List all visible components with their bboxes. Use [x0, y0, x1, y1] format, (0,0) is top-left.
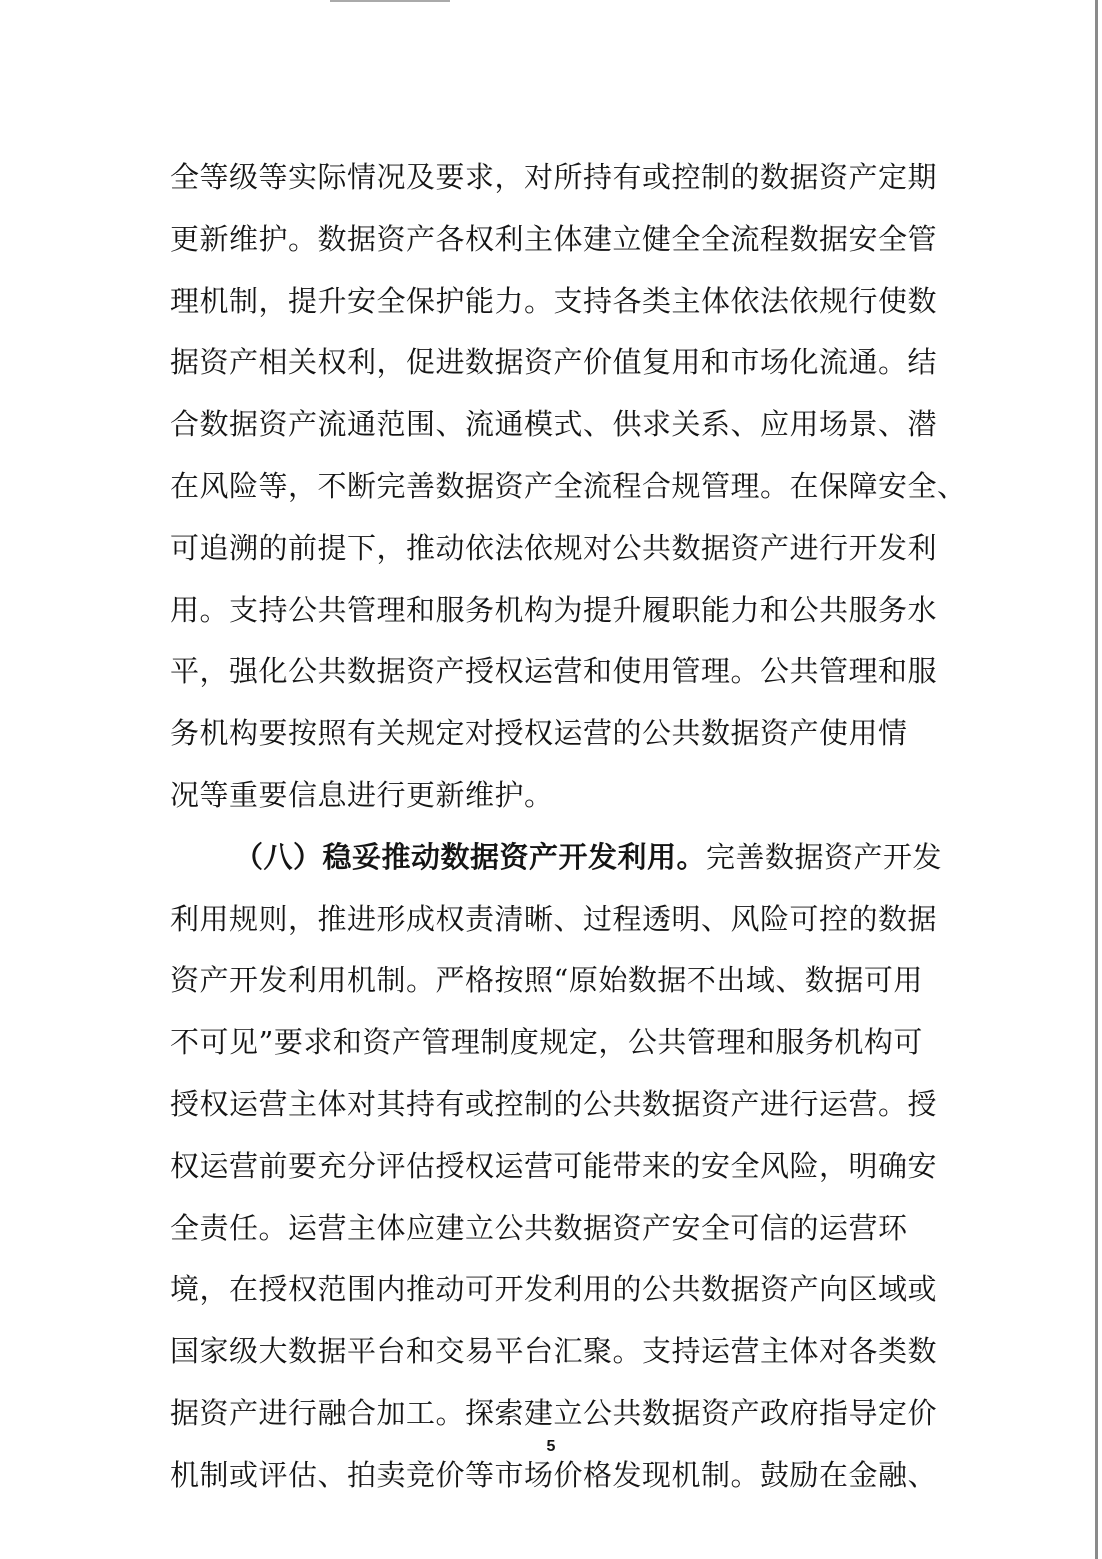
text-line: 国家级大数据平台和交易平台汇聚。支持运营主体对各类数: [170, 1334, 938, 1369]
text-line: 不可见”要求和资产管理制度规定，公共管理和服务机构可: [170, 1025, 923, 1060]
text-line: 境，在授权范围内推动可开发利用的公共数据资产向区域或: [170, 1272, 938, 1307]
text-line: 资产开发利用机制。严格按照“原始数据不出域、数据可用: [170, 963, 923, 998]
text-line: 理机制，提升安全保护能力。支持各类主体依法依规行使数: [170, 283, 938, 318]
text-line: 合数据资产流通范围、流通模式、供求关系、应用场景、潜: [170, 407, 938, 442]
text-line: 更新维护。数据资产各权利主体建立健全全流程数据安全管: [170, 221, 938, 256]
text-line: 况等重要信息进行更新维护。: [170, 777, 554, 812]
text-line: 用。支持公共管理和服务机构为提升履职能力和公共服务水: [170, 592, 938, 627]
text-line: 权运营前要充分评估授权运营可能带来的安全风险，明确安: [170, 1148, 938, 1183]
text-line: 务机构要按照有关规定对授权运营的公共数据资产使用情: [170, 716, 908, 751]
section-first-line: [170, 827, 943, 889]
scan-artifact-top: [330, 0, 450, 2]
text-line: 授权运营主体对其持有或控制的公共数据资产进行运营。授: [170, 1086, 938, 1121]
section-first-line-text: 完善数据资产开发: [706, 839, 943, 874]
text-line: 据资产相关权利，促进数据资产价值复用和市场化流通。结: [170, 345, 938, 380]
text-line: 可追溯的前提下，推动依法依规对公共数据资产进行开发利: [170, 530, 938, 565]
text-line: 全责任。运营主体应建立公共数据资产安全可信的运营环: [170, 1210, 908, 1245]
text-line: 在风险等，不断完善数据资产全流程合规管理。在保障安全、: [170, 468, 967, 503]
text-line: 机制或评估、拍卖竞价等市场价格发现机制。鼓励在金融、: [170, 1457, 938, 1492]
scan-artifact-right-edge: [1095, 0, 1098, 1559]
body-text: [170, 147, 967, 1507]
text-line: 利用规则，推进形成权责清晰、过程透明、风险可控的数据: [170, 901, 938, 936]
page-number: 5: [546, 1438, 556, 1455]
section-heading: （八）稳妥推动数据资产开发利用。: [234, 839, 707, 874]
text-line: 据资产进行融合加工。探索建立公共数据资产政府指导定价: [170, 1395, 938, 1430]
text-line: 全等级等实际情况及要求，对所持有或控制的数据资产定期: [170, 160, 938, 194]
text-line: 平，强化公共数据资产授权运营和使用管理。公共管理和服: [170, 654, 938, 689]
